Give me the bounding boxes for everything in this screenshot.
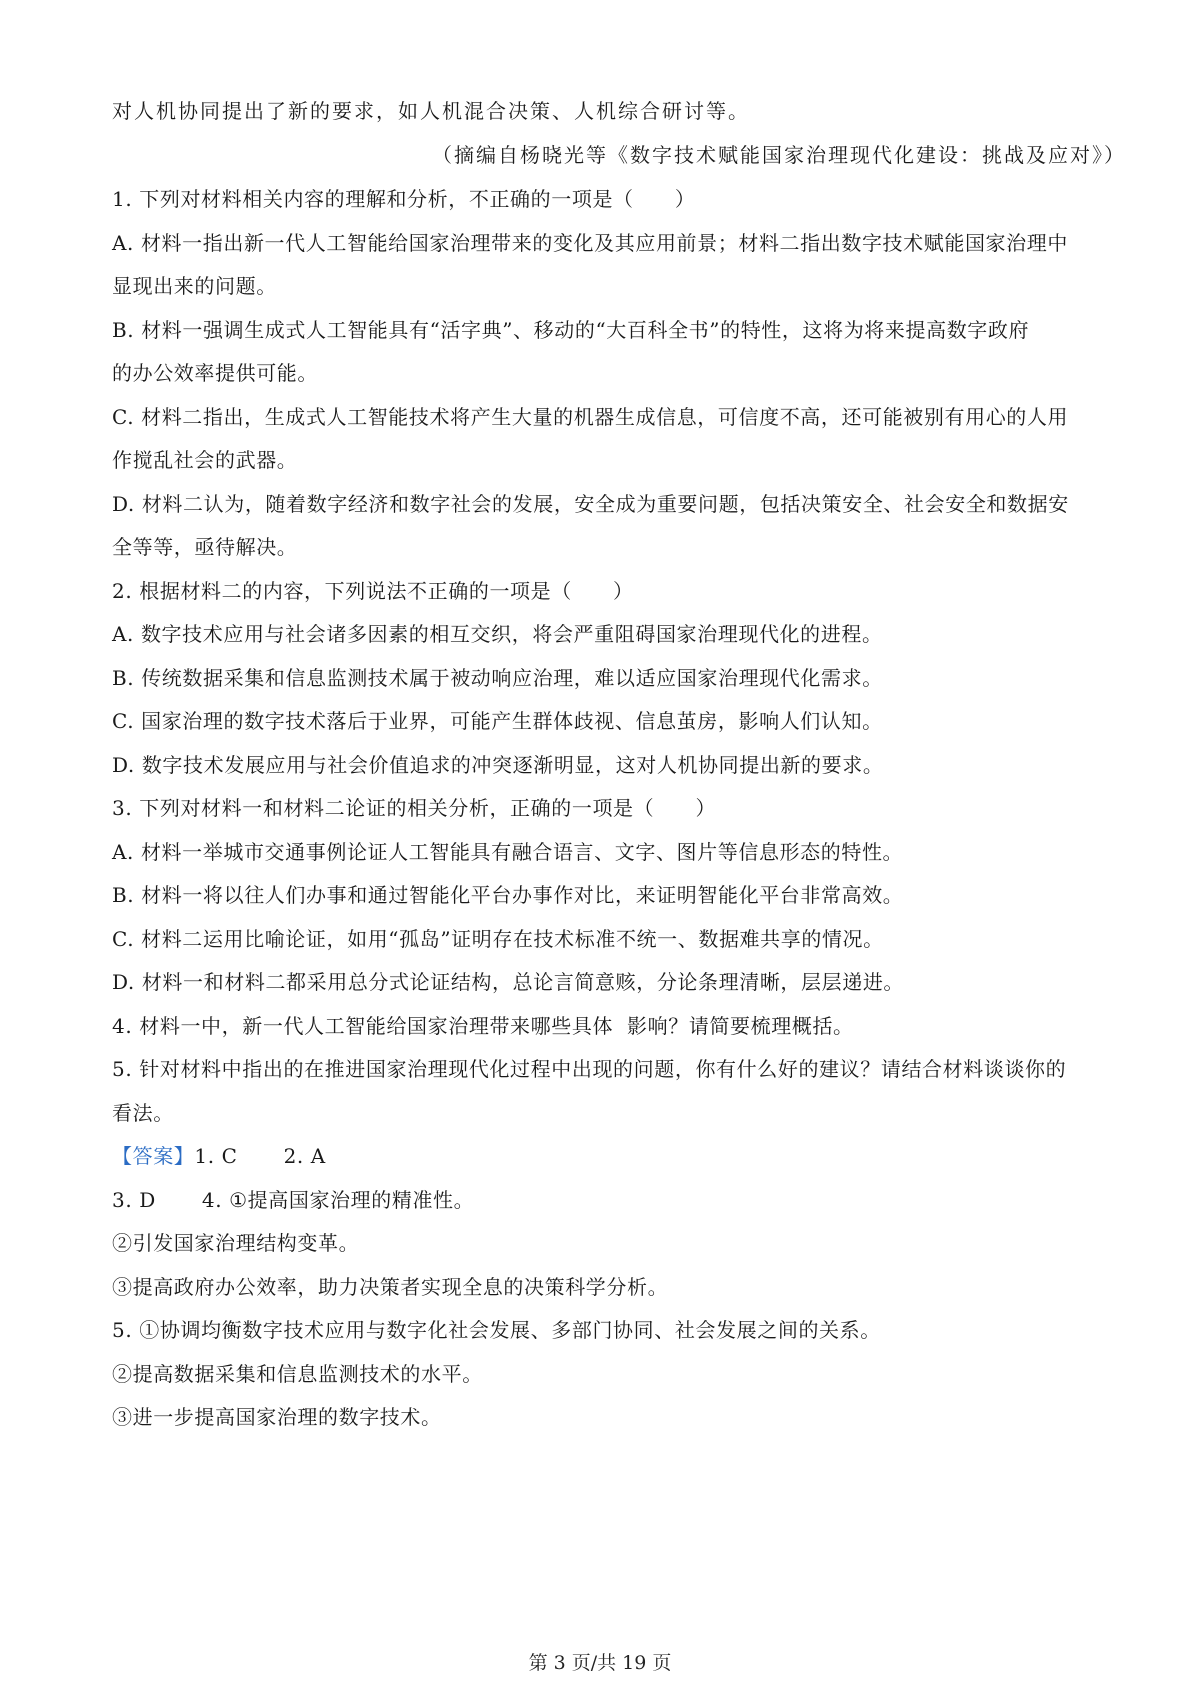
question-2-option-d: D. 数字技术发展应用与社会价值追求的冲突逐渐明显，这对人机协同提出新的要求。 xyxy=(112,753,884,777)
question-2-option-c: C. 国家治理的数字技术落后于业界，可能产生群体歧视、信息茧房，影响人们认知。 xyxy=(112,709,883,733)
question-1-option-b-line-2: 的办公效率提供可能。 xyxy=(112,361,318,385)
question-4-stem-part-2: 影响？请简要梳理概括。 xyxy=(627,1014,854,1038)
page-number-footer: 第 3 页/共 19 页 xyxy=(528,1652,672,1674)
answer-tag: 【答案】 xyxy=(112,1144,195,1168)
question-4-stem-part-1: 4. 材料一中，新一代人工智能给国家治理带来哪些具体 xyxy=(112,1014,614,1038)
answer-2: 2. A xyxy=(283,1144,326,1168)
question-3-option-a: A. 材料一举城市交通事例论证人工智能具有融合语言、文字、图片等信息形态的特性。 xyxy=(112,840,904,864)
answer-1: 1. C xyxy=(194,1144,238,1168)
question-5-stem-line-1: 5. 针对材料中指出的在推进国家治理现代化过程中出现的问题，你有什么好的建议？请结合材料谈谈你的 xyxy=(112,1057,1067,1081)
question-5-stem-line-2: 看法。 xyxy=(112,1101,174,1125)
question-3-option-b: B. 材料一将以往人们办事和通过智能化平台办事作对比，来证明智能化平台非常高效。 xyxy=(112,883,904,907)
question-2-option-b: B. 传统数据采集和信息监测技术属于被动响应治理，难以适应国家治理现代化需求。 xyxy=(112,666,883,690)
question-1-option-d-line-1: D. 材料二认为，随着数字经济和数字社会的发展，安全成为重要问题，包括决策安全、社会安全和数据安 xyxy=(112,492,1069,516)
answer-3: 3. D xyxy=(112,1188,156,1212)
question-2-stem: 2. 根据材料二的内容，下列说法不正确的一项是（ ） xyxy=(112,579,634,603)
question-1-option-c-line-1: C. 材料二指出，生成式人工智能技术将产生大量的机器生成信息，可信度不高，还可能被别有用心的人用 xyxy=(112,405,1069,429)
answer-4-point-3: ③提高政府办公效率，助力决策者实现全息的决策科学分析。 xyxy=(112,1275,669,1299)
question-1-option-d-line-2: 全等等，亟待解决。 xyxy=(112,535,298,559)
question-1-stem: 1. 下列对材料相关内容的理解和分析，不正确的一项是（ ） xyxy=(112,187,696,211)
question-3-option-c: C. 材料二运用比喻论证，如用“孤岛”证明存在技术标准不统一、数据难共享的情况。 xyxy=(112,927,884,951)
answer-5-point-3: ③进一步提高国家治理的数字技术。 xyxy=(112,1405,442,1429)
answer-4-point-1: 4. ①提高国家治理的精准性。 xyxy=(201,1188,475,1212)
question-3-option-d: D. 材料一和材料二都采用总分式论证结构，总论言简意赅，分论条理清晰，层层递进。 xyxy=(112,970,905,994)
question-4-stem xyxy=(112,1012,1102,1040)
answer-5-point-2: ②提高数据采集和信息监测技术的水平。 xyxy=(112,1362,483,1386)
question-3-stem: 3. 下列对材料一和材料二论证的相关分析，正确的一项是（ ） xyxy=(112,796,717,820)
source-citation: （摘编自杨晓光等《数字技术赋能国家治理现代化建设：挑战及应对》） xyxy=(432,143,1126,167)
question-1-option-c-line-2: 作搅乱社会的武器。 xyxy=(112,448,298,472)
material-text-tail: 对人机协同提出了新的要求，如人机混合决策、人机综合研讨等。 xyxy=(112,99,750,123)
question-1-option-b-line-1: B. 材料一强调生成式人工智能具有“活字典”、移动的“大百科全书”的特性，这将为将来提高数字政府 xyxy=(112,318,1030,342)
answer-4-point-2: ②引发国家治理结构变革。 xyxy=(112,1231,360,1255)
question-2-option-a: A. 数字技术应用与社会诸多因素的相互交织，将会严重阻碍国家治理现代化的进程。 xyxy=(112,622,883,646)
answer-5-point-1: 5. ①协调均衡数字技术应用与数字化社会发展、多部门协同、社会发展之间的关系。 xyxy=(112,1318,881,1342)
answer-line-1 xyxy=(112,1142,1102,1170)
question-1-option-a-line-2: 显现出来的问题。 xyxy=(112,274,277,298)
answer-line-2 xyxy=(112,1186,1102,1214)
question-1-option-a-line-1: A. 材料一指出新一代人工智能给国家治理带来的变化及其应用前景；材料二指出数字技术赋能国家治理中 xyxy=(112,231,1068,255)
